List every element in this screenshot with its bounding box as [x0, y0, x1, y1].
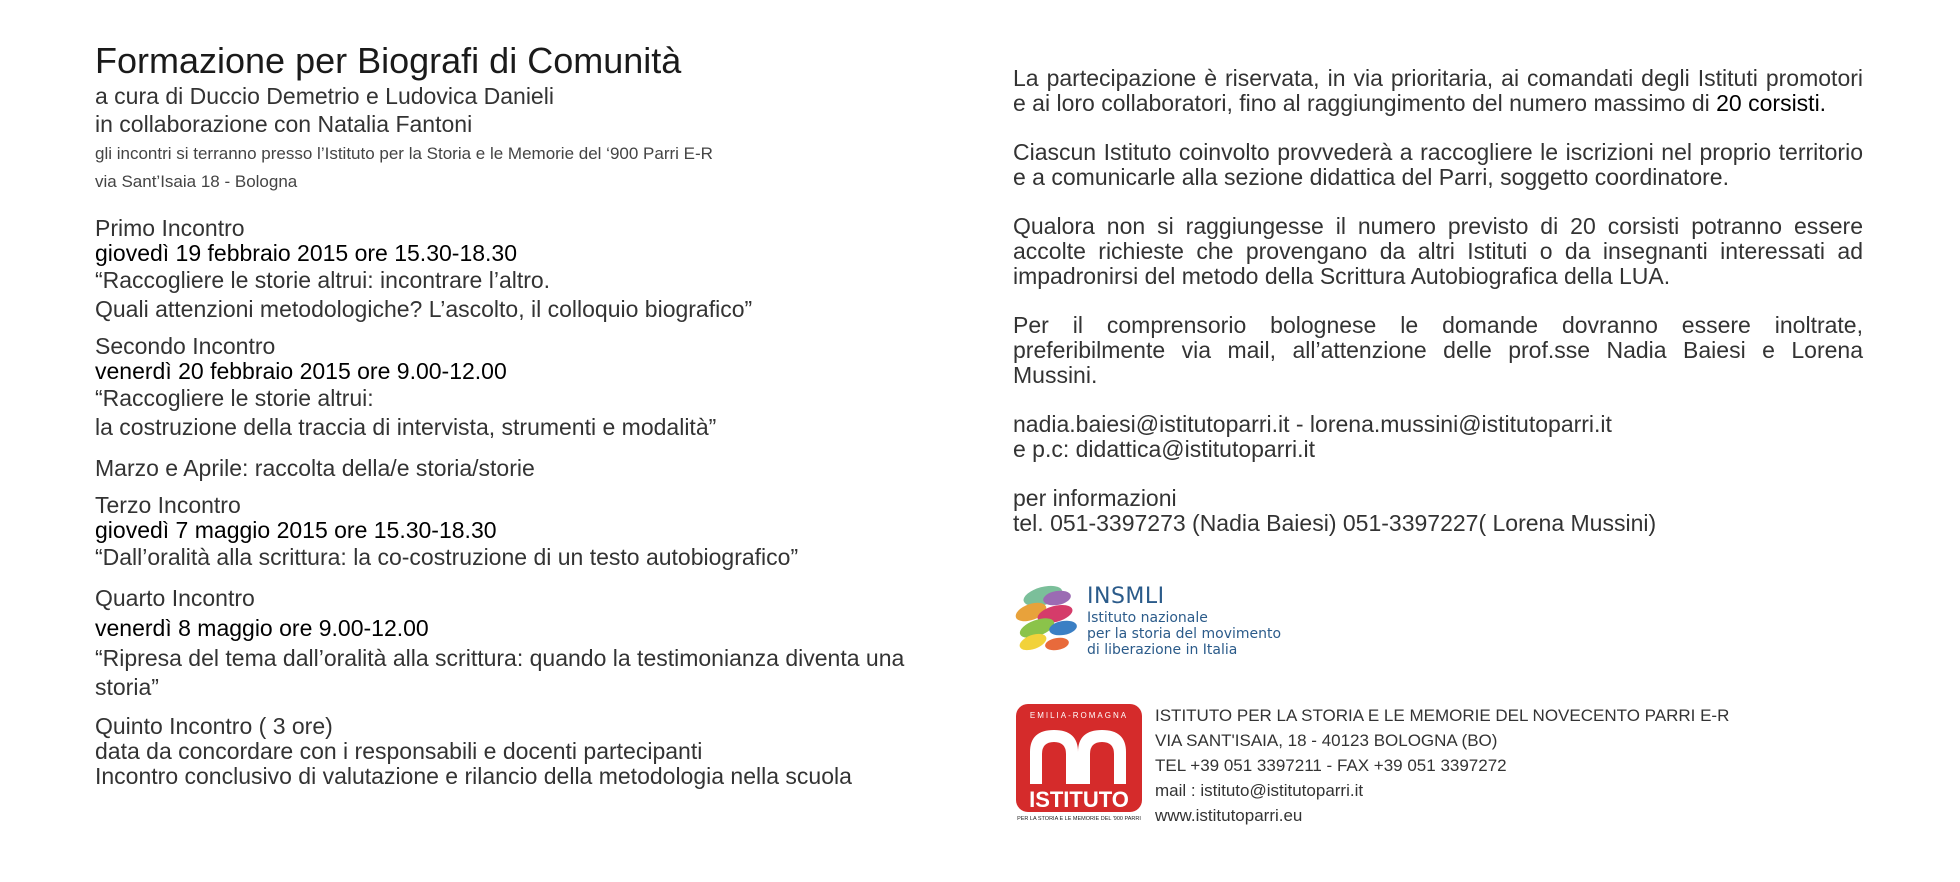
parri-web-link[interactable]: www.istitutoparri.eu: [1155, 806, 1303, 825]
participation-paragraph: [1013, 66, 1863, 116]
venue-address: via Sant’Isaia 18 - Bologna: [95, 172, 298, 191]
participation-limit: 20 corsisti.: [1716, 90, 1827, 116]
parri-address-block: [1155, 703, 1729, 828]
insmli-line: di liberazione in Italia: [1087, 642, 1238, 658]
meeting-4: [95, 584, 995, 702]
interlude-line: Marzo e Aprile: raccolta della/e storia/storie: [95, 455, 535, 481]
meeting-5: [95, 714, 995, 789]
parri-logo: [1016, 704, 1142, 822]
meeting-topic: “Dall’oralità alla scrittura: la co-costruzione di un testo autobiografico”: [95, 544, 799, 570]
parri-logo-mark-icon: [1016, 704, 1142, 822]
info-column: [1013, 66, 1863, 536]
collaboration-line: in collaborazione con Natalia Fantoni: [95, 111, 473, 137]
program-column: [95, 40, 995, 789]
meeting-topic: la costruzione della traccia di intervista, strumenti e modalità”: [95, 414, 717, 440]
meeting-topic: “Raccogliere le storie altrui: incontrare l’altro.: [95, 267, 551, 293]
cc-email[interactable]: e p.c: didattica@istitutoparri.it: [1013, 436, 1316, 462]
meeting-1: [95, 216, 995, 324]
meeting-date: venerdì 20 febbraio 2015 ore 9.00-12.00: [95, 358, 507, 384]
venue-line: gli incontri si terranno presso l’Istituto per la Storia e le Memorie del ‘900 Parri E-R: [95, 144, 713, 163]
participation-text: La partecipazione è riservata, in via prioritaria, ai comandati degli Istituti promotori e ai loro collaboratori, fino al raggiungimento del numero massimo di: [1013, 65, 1863, 116]
meeting-date: venerdì 8 maggio ore 9.00-12.00: [95, 615, 429, 641]
info-label: per informazioni: [1013, 485, 1177, 511]
meeting-date: giovedì 19 febbraio 2015 ore 15.30-18.30: [95, 240, 517, 266]
meeting-label: Secondo Incontro: [95, 333, 276, 359]
insmli-logo: [1013, 584, 1303, 656]
insmli-line: Istituto nazionale: [1087, 610, 1208, 626]
meeting-topic: “Raccogliere le storie altrui:: [95, 385, 374, 411]
insmli-mark-icon: [1013, 584, 1087, 656]
bologna-paragraph: Per il comprensorio bolognese le domande dovranno essere inoltrate, preferibilmente via mail, all’attenzione delle prof.sse Nadia Baiesi e Lorena Mussini.: [1013, 312, 1863, 388]
meeting-label: Terzo Incontro: [95, 492, 241, 518]
parri-phone: TEL +39 051 3397211 - FAX +39 051 3397272: [1155, 756, 1507, 775]
meeting-label: Primo Incontro: [95, 215, 245, 241]
meeting-date: giovedì 7 maggio 2015 ore 15.30-18.30: [95, 517, 497, 543]
meeting-topic: Quali attenzioni metodologiche? L’ascolto, il colloquio biografico”: [95, 296, 753, 322]
meeting-3: [95, 493, 995, 572]
page-title: Formazione per Biografi di Comunità: [95, 40, 682, 81]
insmli-name: INSMLI: [1087, 584, 1165, 609]
parri-mail[interactable]: mail : istituto@istitutoparri.it: [1155, 781, 1364, 800]
meeting-topic: “Ripresa del tema dall’oralità alla scrittura: quando la testimonianza diventa una: [95, 645, 905, 671]
enrollment-paragraph: Ciascun Istituto coinvolto provvederà a raccogliere le iscrizioni nel proprio territorio e a comunicarle alla sezione didattica del Parri, soggetto coordinatore.: [1013, 139, 1863, 190]
meeting-2: [95, 334, 995, 442]
contact-emails[interactable]: nadia.baiesi@istitutoparri.it - lorena.mussini@istitutoparri.it: [1013, 411, 1612, 437]
parri-address: VIA SANT'ISAIA, 18 - 40123 BOLOGNA (BO): [1155, 731, 1498, 750]
insmli-line: per la storia del movimento: [1087, 626, 1282, 642]
parri-logo-caption: PER LA STORIA E LE MEMORIE DEL '900 PARRI: [1017, 816, 1141, 822]
contact-phones: tel. 051-3397273 (Nadia Baiesi) 051-3397227( Lorena Mussini): [1013, 510, 1657, 536]
parri-name: ISTITUTO PER LA STORIA E LE MEMORIE DEL NOVECENTO PARRI E-R: [1155, 706, 1730, 725]
meeting-topic: data da concordare con i responsabili e docenti partecipanti: [95, 738, 703, 764]
meeting-label: Quarto Incontro: [95, 585, 255, 611]
parri-logo-word: ISTITUTO: [1029, 787, 1129, 812]
parri-logo-region: EMILIA-ROMAGNA: [1029, 711, 1129, 720]
meeting-topic: storia”: [95, 674, 159, 700]
fallback-paragraph: Qualora non si raggiungesse il numero previsto di 20 corsisti potranno essere accolte richieste che provengano da altri Istituti o da insegnanti interessati ad impadronirsi del metodo della Scrittura Autobiografica della LUA.: [1013, 213, 1863, 289]
meeting-topic: Incontro conclusivo di valutazione e rilancio della metodologia nella scuola: [95, 763, 852, 789]
curators-line: a cura di Duccio Demetrio e Ludovica Danieli: [95, 83, 554, 109]
meeting-label: Quinto Incontro ( 3 ore): [95, 713, 333, 739]
